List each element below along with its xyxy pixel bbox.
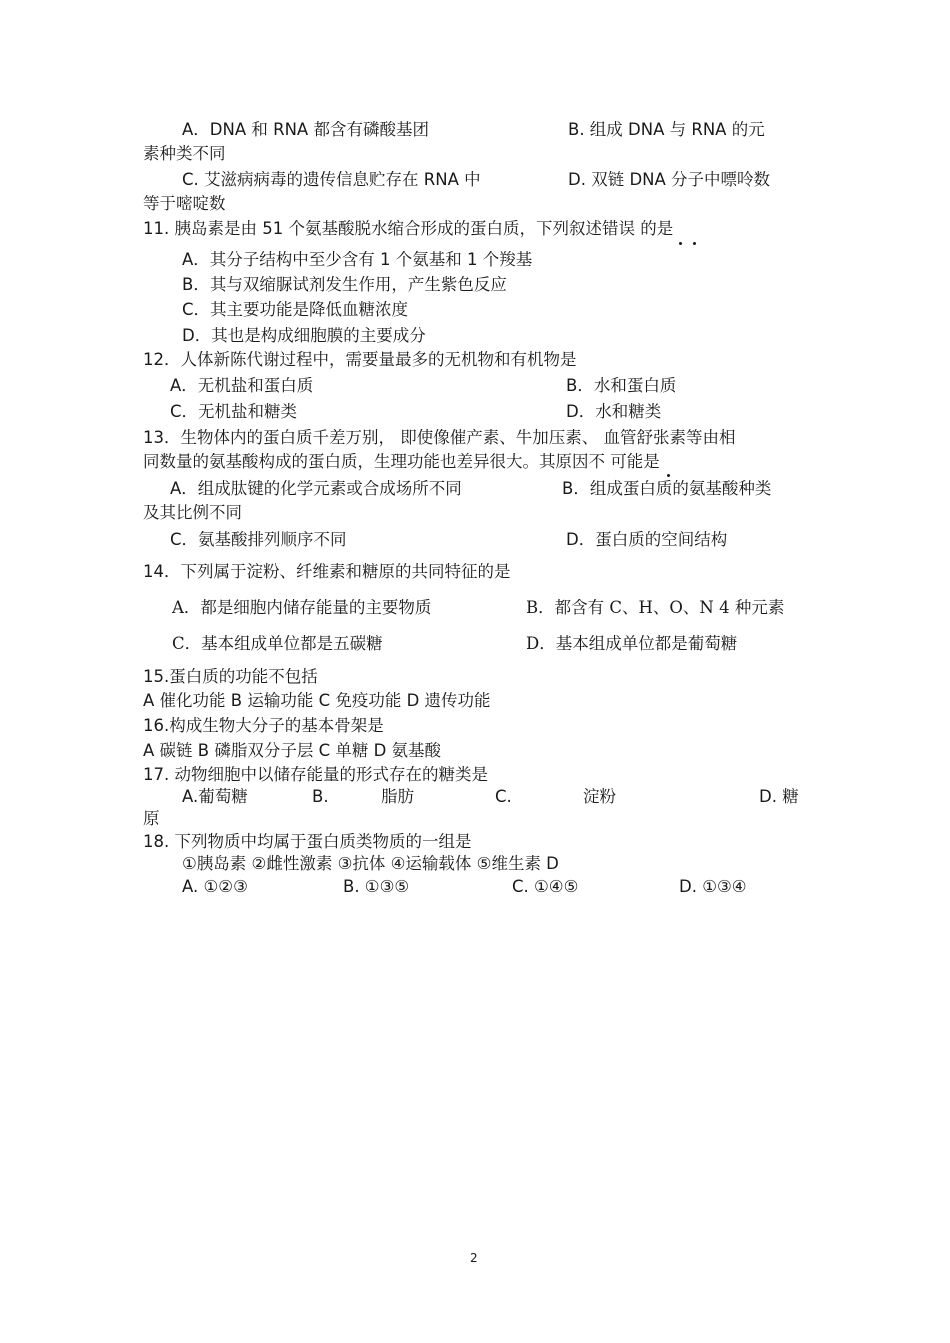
q11-stem: 11. 胰岛素是由 51 个氨基酸脱水缩合形成的蛋白质，下列叙述错误 的是: [143, 219, 674, 238]
q11-option-c: C．其主要功能是降低血糖浓度: [182, 300, 409, 319]
emphasis-dot: [667, 474, 670, 477]
q16-options: A 碳链 B 磷脂双分子层 C 单糖 D 氨基酸: [143, 741, 442, 760]
q14-stem: 14．下列属于淀粉、纤维素和糖原的共同特征的是: [143, 562, 511, 581]
q13-option-b-wrap: 及其比例不同: [143, 503, 242, 522]
q12-option-a: A．无机盐和蛋白质: [170, 376, 314, 395]
q17-option-c-text: 淀粉: [583, 787, 616, 806]
q15-options: A 催化功能 B 运输功能 C 免疫功能 D 遗传功能: [143, 691, 491, 710]
q17-option-c-label: C.: [495, 787, 512, 806]
q13-option-b: B．组成蛋白质的氨基酸种类: [562, 479, 772, 498]
q11-option-a: A．其分子结构中至少含有 1 个氨基和 1 个羧基: [182, 250, 533, 269]
q17-option-b-label: B.: [312, 787, 329, 806]
q13-stem: 13．生物体内的蛋白质千差万别， 即使像催产素、牛加压素、 血管舒张素等由相: [143, 428, 736, 447]
emphasis-dot: [679, 242, 682, 245]
q17-option-a: A.葡萄糖: [182, 787, 248, 806]
q18-option-c: C. ①④⑤: [512, 877, 579, 896]
q10-option-b-wrap: 素种类不同: [143, 144, 226, 163]
q18-option-b: B. ①③⑤: [343, 877, 410, 896]
q12-stem: 12．人体新陈代谢过程中，需要量最多的无机物和有机物是: [143, 350, 577, 369]
q10-option-b: B. 组成 DNA 与 RNA 的元: [568, 120, 765, 139]
q11-option-d: D．其也是构成细胞膜的主要成分: [182, 326, 426, 345]
q18-items: ①胰岛素 ②雌性激素 ③抗体 ④运输载体 ⑤维生素 D: [182, 854, 559, 873]
q11-option-b: B．其与双缩脲试剂发生作用，产生紫色反应: [182, 275, 507, 294]
q10-option-d-wrap: 等于嘧啶数: [143, 194, 226, 213]
q10-option-d: D. 双链 DNA 分子中嘌呤数: [568, 170, 771, 189]
q13-stem-wrap: 同数量的氨基酸构成的蛋白质，生理功能也差异很大。其原因不 可能是: [143, 452, 660, 471]
q17-stem: 17. 动物细胞中以储存能量的形式存在的糖类是: [143, 765, 488, 784]
q14-option-d: D．基本组成单位都是葡萄糖: [526, 634, 738, 653]
q13-option-d: D．蛋白质的空间结构: [566, 530, 728, 549]
q12-option-c: C．无机盐和糖类: [170, 402, 298, 421]
q13-option-a: A．组成肽键的化学元素或合成场所不同: [170, 479, 462, 498]
q18-stem: 18. 下列物质中均属于蛋白质类物质的一组是: [143, 832, 472, 851]
q14-option-b: B．都含有 C、H、O、N 4 种元素: [526, 598, 785, 617]
page-number: 2: [470, 1251, 478, 1265]
q12-option-d: D．水和糖类: [566, 402, 662, 421]
q17-option-d-wrap: 原: [143, 809, 160, 828]
q16-stem: 16.构成生物大分子的基本骨架是: [143, 716, 384, 735]
q14-option-c: C．基本组成单位都是五碳糖: [172, 634, 383, 653]
q13-option-c: C．氨基酸排列顺序不同: [170, 530, 347, 549]
q14-option-a: A．都是细胞内储存能量的主要物质: [172, 598, 432, 617]
emphasis-dot: [693, 242, 696, 245]
q10-option-c: C. 艾滋病病毒的遗传信息贮存在 RNA 中: [182, 170, 481, 189]
q18-option-d: D. ①③④: [679, 877, 747, 896]
q15-stem: 15.蛋白质的功能不包括: [143, 667, 318, 686]
q17-option-b-text: 脂肪: [381, 787, 414, 806]
q18-option-a: A. ①②③: [182, 877, 248, 896]
q10-option-a: A．DNA 和 RNA 都含有磷酸基团: [182, 120, 429, 139]
q12-option-b: B．水和蛋白质: [566, 376, 677, 395]
q17-option-d: D. 糖: [759, 787, 799, 806]
